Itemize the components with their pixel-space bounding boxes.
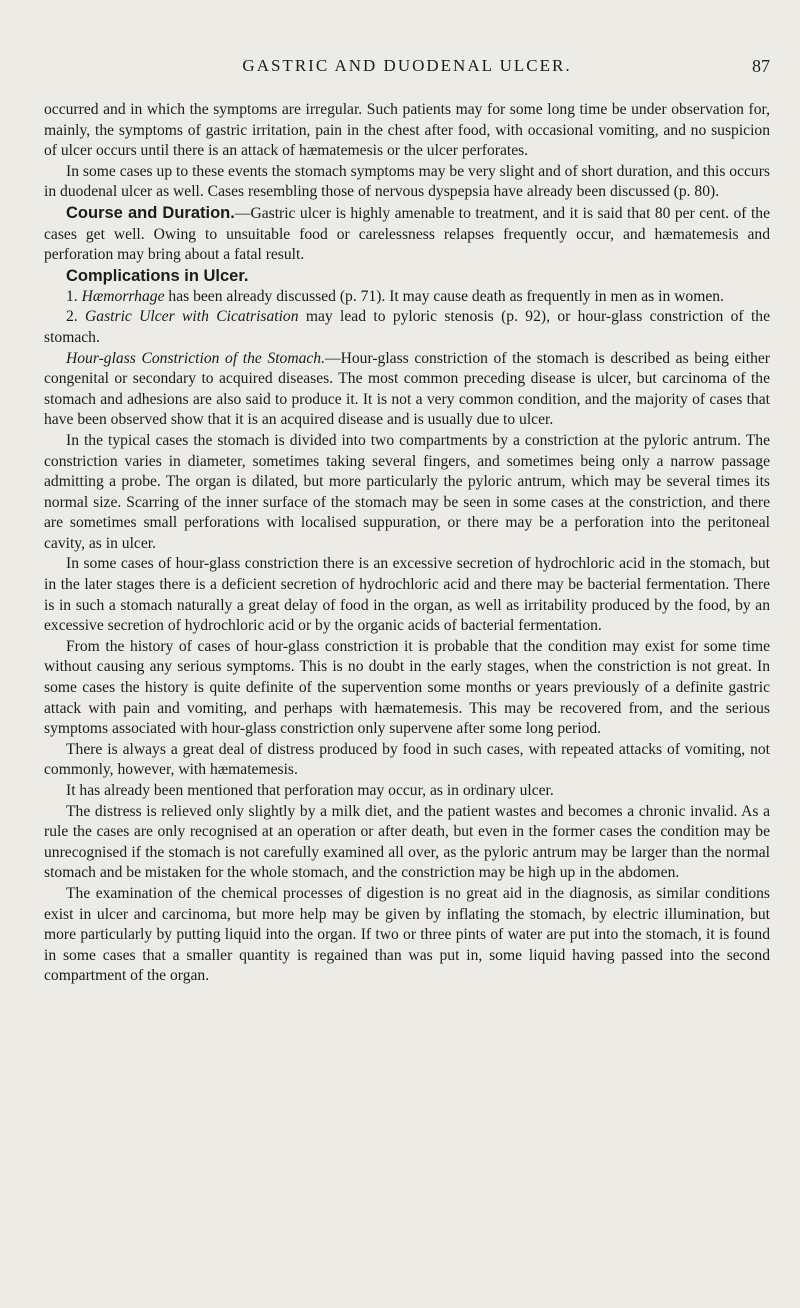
paragraph: The examination of the chemical processes of digestion is no great aid in the diagnosis, as similar conditions exist in ulcer and carcinoma, but more help may be given by inflating the stomach, by electric illumination, but more particularly by putting liquid into the organ. If two or three pints of water are put into the stomach, it is found in some cases that a smaller quantity is regained than was put in, some liquid having passed into the second compartment of the organ. bbox=[44, 884, 770, 985]
paragraph: In some cases of hour-glass constriction there is an excessive secretion of hydrochloric acid in the stomach, but in the later stages there is a deficient secretion of hydrochloric acid and there may be bacterial fermentation. There is in such a stomach naturally a great delay of food in the organ, as well as irritability produced by the food, by an excessive secretion of hydrochloric acid or by the organic acids of bacterial fermentation. bbox=[44, 555, 770, 635]
item-text: may lead to pyloric stenosis (p. 92), or hour-glass constriction of the stomach. bbox=[44, 308, 770, 346]
item-term: Gastric Ulcer with Cicatrisation bbox=[85, 308, 299, 326]
paragraph-continued: occurred and in which the symptoms are irregular. Such patients may for some long time be under observation for, mainly, the symptoms of gastric irritation, pain in the chest after food, with occasional vomiting, and no suspicion of ulcer occurs until there is an attack of hæmatemesis or the ulcer perforates. bbox=[44, 101, 770, 160]
paragraph: The distress is relieved only slightly by a milk diet, and the patient wastes and becomes a chronic invalid. As a rule the cases are only recognised at an operation or after death, but even in the former cases the condition may be unrecognised if the stomach is not carefully examined all over, as the pyloric antrum may be larger than the normal stomach and be mistaken for the whole stomach, and the constriction may be high up in the abdomen. bbox=[44, 802, 770, 882]
item-number: 2. bbox=[66, 308, 78, 326]
complication-item-2 bbox=[44, 307, 770, 348]
section-heading-complications: Complications in Ulcer. bbox=[66, 266, 249, 285]
page-header bbox=[44, 56, 770, 82]
subsection-text: —Hour-glass constriction of the stomach is described as being either congenital or secondary to acquired diseases. The most common preceding disease is ulcer, but carcinoma of the stomach and adhesions are also said to produce it. It is not a very common condition, and the majority of cases that have been observed show that it is an acquired disease and is usually due to ulcer. bbox=[44, 349, 770, 429]
page-number: 87 bbox=[752, 56, 770, 76]
paragraph: There is always a great deal of distress produced by food in such cases, with repeated attacks of vomiting, not commonly, however, with hæmatemesis. bbox=[44, 740, 770, 779]
page-body bbox=[44, 100, 770, 987]
item-number: 1. bbox=[66, 287, 78, 305]
running-head: GASTRIC AND DUODENAL ULCER. bbox=[242, 56, 572, 75]
item-text: has been already discussed (p. 71). It may cause death as frequently in men as in women. bbox=[164, 287, 724, 305]
section-course-and-duration bbox=[44, 203, 770, 266]
item-term: Hæmorrhage bbox=[81, 287, 165, 305]
paragraph: In some cases up to these events the stomach symptoms may be very slight and of short duration, and this occurs in duodenal ulcer as well. Cases resembling those of nervous dyspepsia have already been discussed (p. 80). bbox=[44, 162, 770, 201]
section-heading-course: Course and Duration. bbox=[66, 203, 235, 222]
paragraph: It has already been mentioned that perforation may occur, as in ordinary ulcer. bbox=[66, 782, 554, 799]
subsection-hour-glass bbox=[44, 349, 770, 431]
paragraph: In the typical cases the stomach is divided into two compartments by a constriction at the pyloric antrum. The constriction varies in diameter, sometimes taking several fingers, and sometimes being only a narrow passage admitting a probe. The organ is dilated, but more particularly the pyloric antrum, which may be several times its normal size. Scarring of the inner surface of the stomach may be seen in some cases at the constriction, and there are sometimes small perforations with localised suppuration, or there may be a perforation into the peritoneal cavity, as in ulcer. bbox=[44, 431, 770, 552]
subsection-heading-hour-glass: Hour-glass Constriction of the Stomach. bbox=[66, 349, 326, 367]
complication-item-1 bbox=[44, 287, 770, 308]
section-text-course: —Gastric ulcer is highly amenable to treatment, and it is said that 80 per cent. of the cases get well. Owing to unsuitable food or carelessness relapses frequently occur, and hæmatemesis and perforation may bring about a fatal result. bbox=[44, 204, 770, 264]
paragraph: From the history of cases of hour-glass constriction it is probable that the condition may exist for some time without causing any serious symptoms. This is no doubt in the early stages, when the constriction is not great. In some cases the history is quite definite of the supervention some months or years previously of a definite gastric attack with pain and vomiting, and perhaps with hæmatemesis. This may be recovered from, and the serious symptoms associated with hour-glass constriction only supervene after some long period. bbox=[44, 637, 770, 738]
